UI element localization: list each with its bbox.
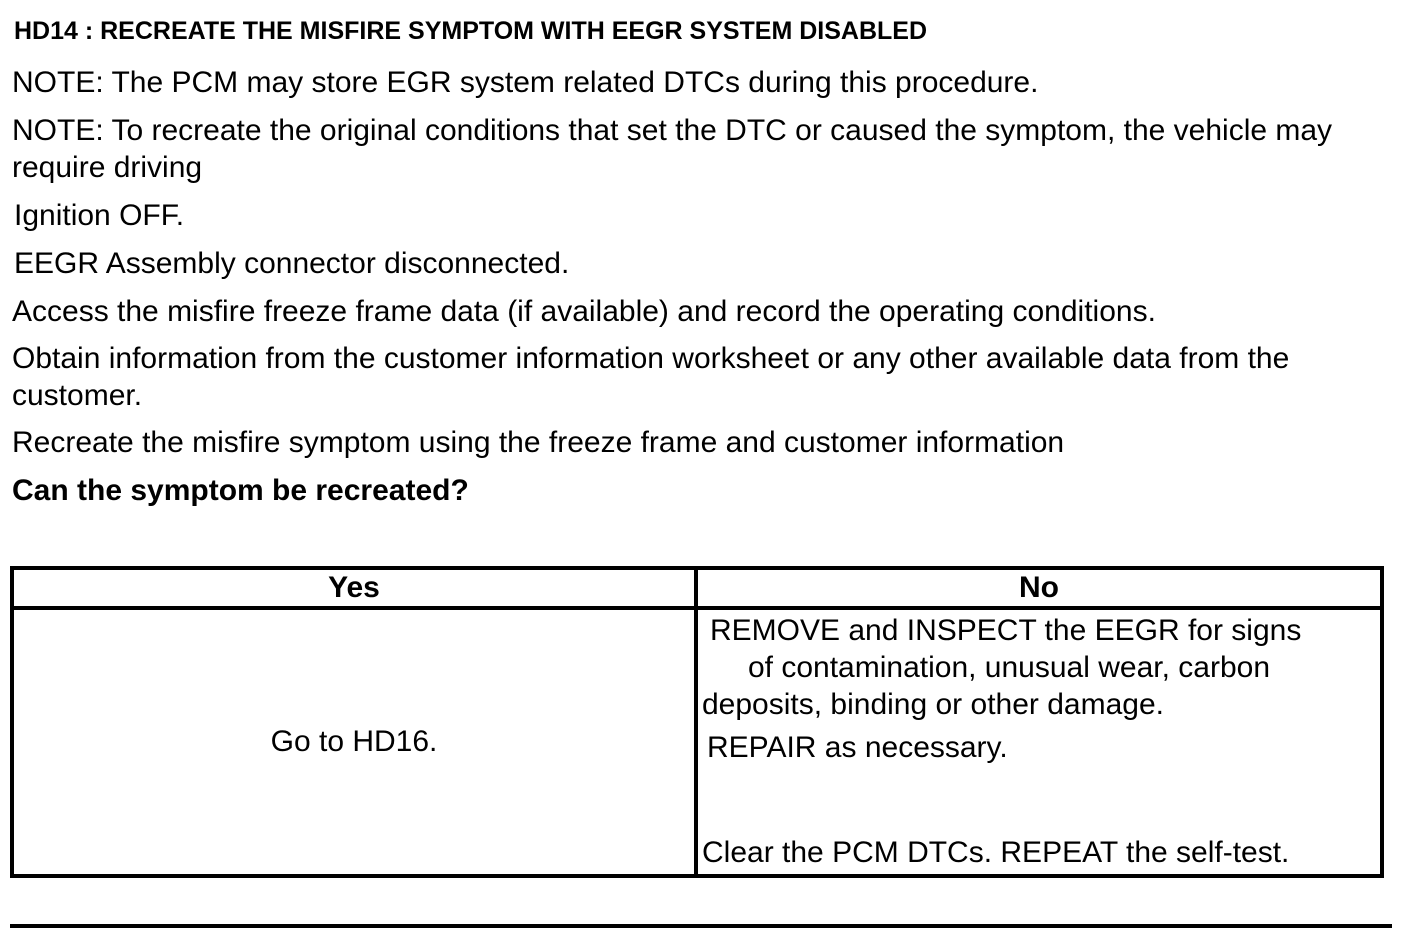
answer-table-header (12, 568, 1382, 608)
procedure-heading: HD14 : RECREATE THE MISFIRE SYMPTOM WITH EEGR SYSTEM DISABLED (14, 17, 928, 45)
no-header: No (696, 568, 1382, 608)
answer-table-row (12, 608, 1382, 876)
no-action-line: deposits, binding or other damage. (702, 688, 1164, 721)
step-ignition-off: Ignition OFF. (14, 199, 185, 232)
step-freeze-frame: Access the misfire freeze frame data (if available) and record the operating conditions. (12, 295, 1156, 328)
footer-divider (10, 924, 1392, 928)
note-driving: NOTE: To recreate the original conditions that set the DTC or caused the symptom, the vehicle may require driving (12, 114, 1333, 184)
no-action-line: of contamination, unusual wear, carbon (748, 651, 1270, 684)
question-text: Can the symptom be recreated? (12, 474, 469, 507)
yes-action: Go to HD16. (12, 608, 696, 876)
no-action-line: REMOVE and INSPECT the EEGR for signs (710, 614, 1302, 647)
step-recreate-symptom: Recreate the misfire symptom using the freeze frame and customer information (12, 426, 1065, 459)
no-action-cell (696, 608, 1382, 876)
note-egr-dtcs: NOTE: The PCM may store EGR system related DTCs during this procedure. (12, 66, 1039, 99)
answer-table (10, 566, 1384, 878)
yes-header: Yes (12, 568, 696, 608)
no-action-line: REPAIR as necessary. (707, 731, 1008, 764)
no-action-line: Clear the PCM DTCs. REPEAT the self-test. (702, 836, 1290, 869)
step-connector-disconnected: EEGR Assembly connector disconnected. (14, 247, 570, 280)
step-customer-info: Obtain information from the customer information worksheet or any other available data from the customer. (12, 342, 1290, 412)
